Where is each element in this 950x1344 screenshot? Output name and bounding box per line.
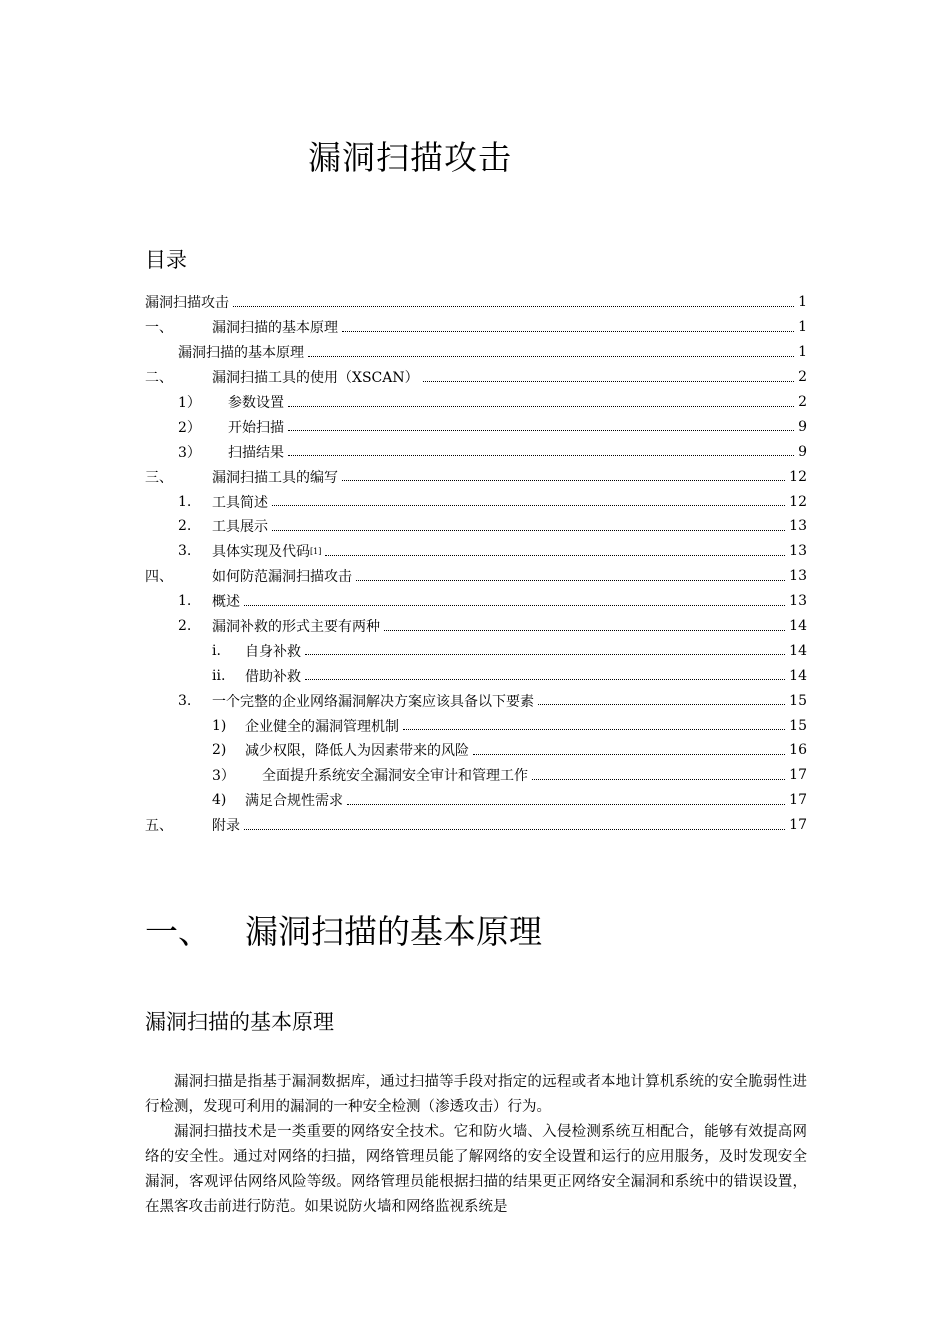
toc-dot-leader xyxy=(473,754,785,755)
toc-dot-leader xyxy=(288,406,794,407)
toc-entry[interactable] xyxy=(145,589,807,614)
toc-entry-page: 17 xyxy=(789,767,807,784)
toc-entry[interactable] xyxy=(145,290,807,315)
toc-entry[interactable] xyxy=(145,688,807,713)
toc-entry-label: 自身补救 xyxy=(245,643,301,660)
toc-entry-label: 漏洞补救的形式主要有两种 xyxy=(212,619,380,636)
toc-entry-label: 企业健全的漏洞管理机制 xyxy=(245,718,399,735)
toc-entry-number: i. xyxy=(212,642,221,659)
toc-entry-page: 13 xyxy=(789,518,807,535)
toc-entry-page: 13 xyxy=(789,593,807,610)
toc-entry-label: 工具展示 xyxy=(212,519,268,536)
toc-dot-leader xyxy=(272,505,785,506)
toc-entry-page: 1 xyxy=(798,319,807,336)
toc-entry-number: 2. xyxy=(178,618,192,635)
toc-dot-leader xyxy=(384,630,785,631)
toc-entry[interactable] xyxy=(145,514,807,539)
toc-entry-page: 12 xyxy=(789,493,807,510)
section-number: 一、 xyxy=(145,912,211,951)
toc-entry-label: 漏洞扫描工具的使用（XSCAN） xyxy=(212,370,419,387)
toc-entry-footnote-ref: [1] xyxy=(310,546,322,556)
toc-entry-label: 漏洞扫描的基本原理 xyxy=(178,345,304,362)
toc-entry[interactable] xyxy=(145,340,807,365)
toc-entry[interactable] xyxy=(145,614,807,639)
toc-entry[interactable] xyxy=(145,439,807,464)
toc-entry-number: 1) xyxy=(212,717,227,734)
toc-entry-number: 四、 xyxy=(145,569,173,586)
toc-entry-page: 16 xyxy=(789,742,807,759)
toc-dot-leader xyxy=(356,580,785,581)
toc-dot-leader xyxy=(538,704,785,705)
toc-entry[interactable] xyxy=(145,663,807,688)
toc-entry-page: 15 xyxy=(789,692,807,709)
toc-entry[interactable] xyxy=(145,638,807,663)
toc-dot-leader xyxy=(423,381,794,382)
toc-entry[interactable] xyxy=(145,390,807,415)
toc-entry[interactable] xyxy=(145,813,807,838)
subsection-heading: 漏洞扫描的基本原理 xyxy=(145,1010,334,1034)
toc-entry-page: 1 xyxy=(798,344,807,361)
toc-entry-label: 开始扫描 xyxy=(228,419,284,436)
toc-dot-leader xyxy=(272,530,785,531)
toc-entry-number: ii. xyxy=(212,667,226,684)
toc-entry-number: 4) xyxy=(212,792,227,809)
toc-entry-page: 1 xyxy=(798,294,807,311)
body-text xyxy=(145,1070,807,1220)
toc-entry-number: 3. xyxy=(178,543,192,560)
toc-dot-leader xyxy=(403,729,785,730)
toc-entry-number: 五、 xyxy=(145,818,173,835)
toc-dot-leader xyxy=(288,430,794,431)
toc-entry-label: 如何防范漏洞扫描攻击 xyxy=(212,569,352,586)
toc-entry-label: 满足合规性需求 xyxy=(245,793,343,810)
toc-dot-leader xyxy=(244,829,785,830)
toc-entry[interactable] xyxy=(145,464,807,489)
toc-dot-leader xyxy=(532,779,785,780)
toc-entry-page: 14 xyxy=(789,618,807,635)
toc-entry-label: 附录 xyxy=(212,818,240,835)
toc-entry-label: 概述 xyxy=(212,594,240,611)
toc-entry[interactable] xyxy=(145,315,807,340)
section-title: 漏洞扫描的基本原理 xyxy=(245,912,542,951)
toc-entry-number: 一、 xyxy=(145,320,173,337)
toc-entry-page: 17 xyxy=(789,817,807,834)
toc-entry-page: 9 xyxy=(798,443,807,460)
toc-entry[interactable] xyxy=(145,489,807,514)
section-heading xyxy=(145,906,542,953)
toc-dot-leader xyxy=(347,804,785,805)
toc-dot-leader xyxy=(244,605,785,606)
toc-entry-number: 2) xyxy=(212,742,227,759)
toc-entry-label: 借助补救 xyxy=(245,668,301,685)
toc-entry-number: 2） xyxy=(178,419,201,436)
toc-entry[interactable] xyxy=(145,539,807,564)
toc-entry[interactable] xyxy=(145,788,807,813)
toc-entry-page: 2 xyxy=(798,394,807,410)
toc-dot-leader xyxy=(233,306,794,307)
toc-entry-label: 一个完整的企业网络漏洞解决方案应该具备以下要素 xyxy=(212,693,534,710)
toc-entry-label: 全面提升系统安全漏洞安全审计和管理工作 xyxy=(262,768,528,785)
toc-dot-leader xyxy=(342,480,785,481)
toc-entry-number: 二、 xyxy=(145,370,173,387)
toc-entry-page: 15 xyxy=(789,717,807,734)
toc-dot-leader xyxy=(288,455,794,456)
toc-entry-label: 漏洞扫描攻击 xyxy=(145,295,229,312)
toc-entry-label: 工具简述 xyxy=(212,494,268,511)
paragraph: 漏洞扫描技术是一类重要的网络安全技术。它和防火墙、入侵检测系统互相配合，能够有效提高网络的安全性。通过对网络的扫描，网络管理员能了解网络的安全设置和运行的应用服务，及时发现安全漏洞，客观评估网络风险等级。网络管理员能根据扫描的结果更正网络安全漏洞和系统中的错误设置，在黑客攻击前进行防范。如果说防火墙和网络监视系统是 xyxy=(145,1124,807,1215)
toc-entry-number: 3） xyxy=(212,768,235,785)
toc-entry-number: 三、 xyxy=(145,469,173,486)
toc-entry[interactable] xyxy=(145,564,807,589)
toc-entry-label: 漏洞扫描工具的编写 xyxy=(212,469,338,486)
toc-dot-leader xyxy=(305,679,785,680)
toc-dot-leader xyxy=(325,555,785,556)
toc-entry-number: 3） xyxy=(178,444,201,461)
toc-heading: 目录 xyxy=(145,248,187,272)
toc-entry-page: 14 xyxy=(789,667,807,684)
toc-entry-number: 1） xyxy=(178,395,201,411)
toc-entry-page: 17 xyxy=(789,792,807,809)
toc-entry-number: 1. xyxy=(178,593,192,610)
toc-dot-leader xyxy=(305,654,785,655)
toc-entry-number: 2. xyxy=(178,518,192,535)
toc-entry[interactable] xyxy=(145,414,807,439)
toc-entry-label: 具体实现及代码 xyxy=(212,544,310,561)
toc-entry[interactable] xyxy=(145,713,807,738)
toc-entry-number: 3. xyxy=(178,692,192,709)
paragraph: 漏洞扫描是指基于漏洞数据库，通过扫描等手段对指定的远程或者本地计算机系统的安全脆弱性进行检测，发现可利用的漏洞的一种安全检测（渗透攻击）行为。 xyxy=(145,1074,807,1115)
toc-entry[interactable] xyxy=(145,365,807,390)
toc-entry-page: 13 xyxy=(789,568,807,585)
toc-dot-leader xyxy=(308,356,794,357)
toc-entry-number: 1. xyxy=(178,493,192,510)
toc-entry-label: 扫描结果 xyxy=(228,444,284,461)
toc-entry-page: 9 xyxy=(798,418,807,435)
toc-entry-page: 14 xyxy=(789,642,807,659)
toc-entry-label: 参数设置 xyxy=(228,395,284,411)
toc-entry-label: 减少权限，降低人为因素带来的风险 xyxy=(245,743,469,760)
toc-entry-page: 2 xyxy=(798,369,807,386)
page-title: 漏洞扫描攻击 xyxy=(308,138,512,177)
toc-entry[interactable] xyxy=(145,763,807,788)
toc-dot-leader xyxy=(342,331,794,332)
toc-entry-page: 13 xyxy=(789,543,807,560)
toc-entry-page: 12 xyxy=(789,468,807,485)
toc-entry[interactable] xyxy=(145,738,807,763)
toc-entry-label: 漏洞扫描的基本原理 xyxy=(212,320,338,337)
table-of-contents xyxy=(145,290,807,838)
